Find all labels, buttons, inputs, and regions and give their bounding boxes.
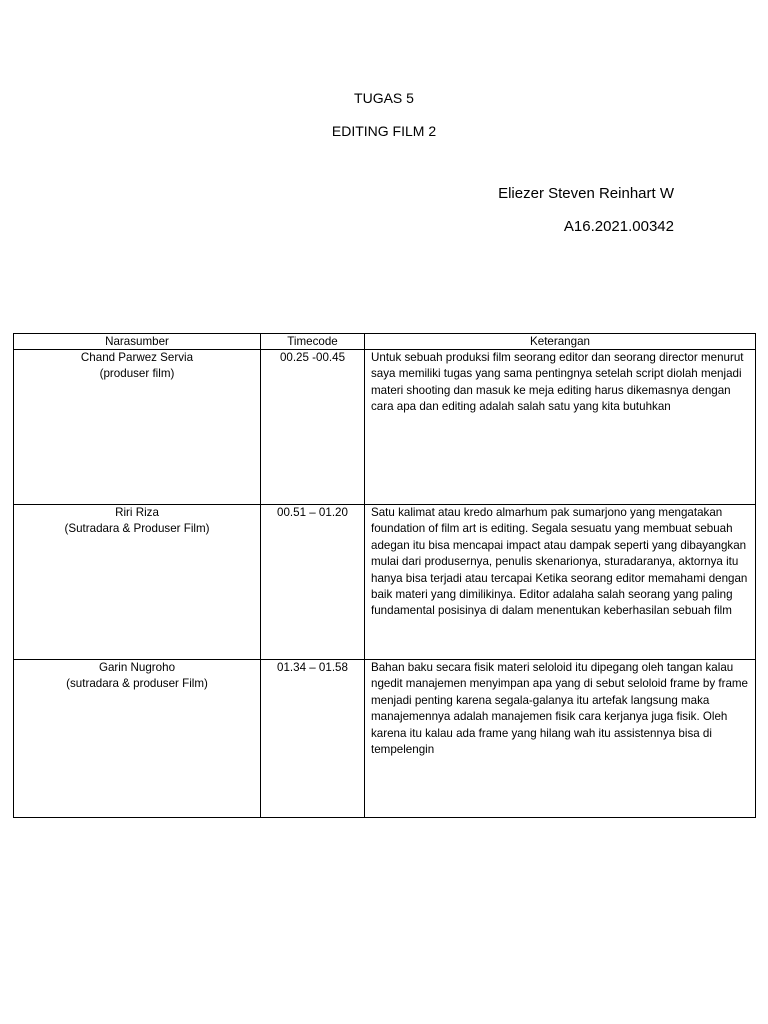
narasumber-name: Garin Nugroho: [98, 661, 176, 674]
column-header-timecode: Timecode: [261, 334, 365, 350]
author-name: Eliezer Steven Reinhart W: [498, 185, 674, 202]
document-subtitle: EDITING FILM 2: [331, 123, 437, 139]
narasumber-name: Riri Riza: [115, 506, 159, 519]
student-id: A16.2021.00342: [563, 218, 674, 235]
narasumber-role: (produser film): [99, 367, 175, 381]
table-row: [14, 350, 756, 505]
keterangan-cell: Untuk sebuah produksi film seorang editor dan seorang director menurut saya memiliki tugas yang sama pentingnya setelah script diolah menjadi materi shooting dan masuk ke meja editing harus dikemasnya dengan cara apa dan editing adalah salah satu yang kita butuhkan: [365, 350, 756, 505]
narasumber-role: (Sutradara & Produser Film): [64, 522, 210, 536]
table-row: [14, 660, 756, 818]
timecode-cell: 00.25 -00.45: [261, 350, 365, 505]
interview-notes-table: [13, 333, 756, 818]
keterangan-cell: Satu kalimat atau kredo almarhum pak sumarjono yang mengatakan foundation of film art is editing. Segala sesuatu yang membuat sebuah adegan itu bisa mencapai impact atau dampak seperti yang dibayangkan mulai dari produsernya, penulis skenarionya, sturadaranya, aktornya itu hanya bisa terjadi atau tercapai Ketika seorang editor memahami dengan baik materi yang dimilikinya. Editor adalaha salah seorang yang paling fundamental posisinya di dalam menentukan keberhasilan sebuah film: [365, 505, 756, 660]
timecode-cell: 00.51 – 01.20: [261, 505, 365, 660]
narasumber-name: Chand Parwez Servia: [80, 351, 194, 364]
column-header-narasumber: Narasumber: [14, 334, 261, 350]
column-header-keterangan: Keterangan: [365, 334, 756, 350]
table-header-row: [14, 334, 756, 350]
timecode-cell: 01.34 – 01.58: [261, 660, 365, 818]
narasumber-cell: [14, 350, 261, 505]
narasumber-cell: [14, 505, 261, 660]
narasumber-cell: [14, 660, 261, 818]
narasumber-role: (sutradara & produser Film): [66, 677, 208, 691]
document-title: TUGAS 5: [354, 90, 414, 106]
table-row: [14, 505, 756, 660]
keterangan-cell: Bahan baku secara fisik materi seloloid itu dipegang oleh tangan kalau ngedit manajemen menyimpan apa yang di sebut seloloid frame by frame menjadi penting karena segala-galanya itu artefak langsung maka manajemennya adalah manajemen fisik cara kerjanya juga fisik. Oleh karena itu kalau ada frame yang hilang wah itu assistennya bisa di tempelengin: [365, 660, 756, 818]
